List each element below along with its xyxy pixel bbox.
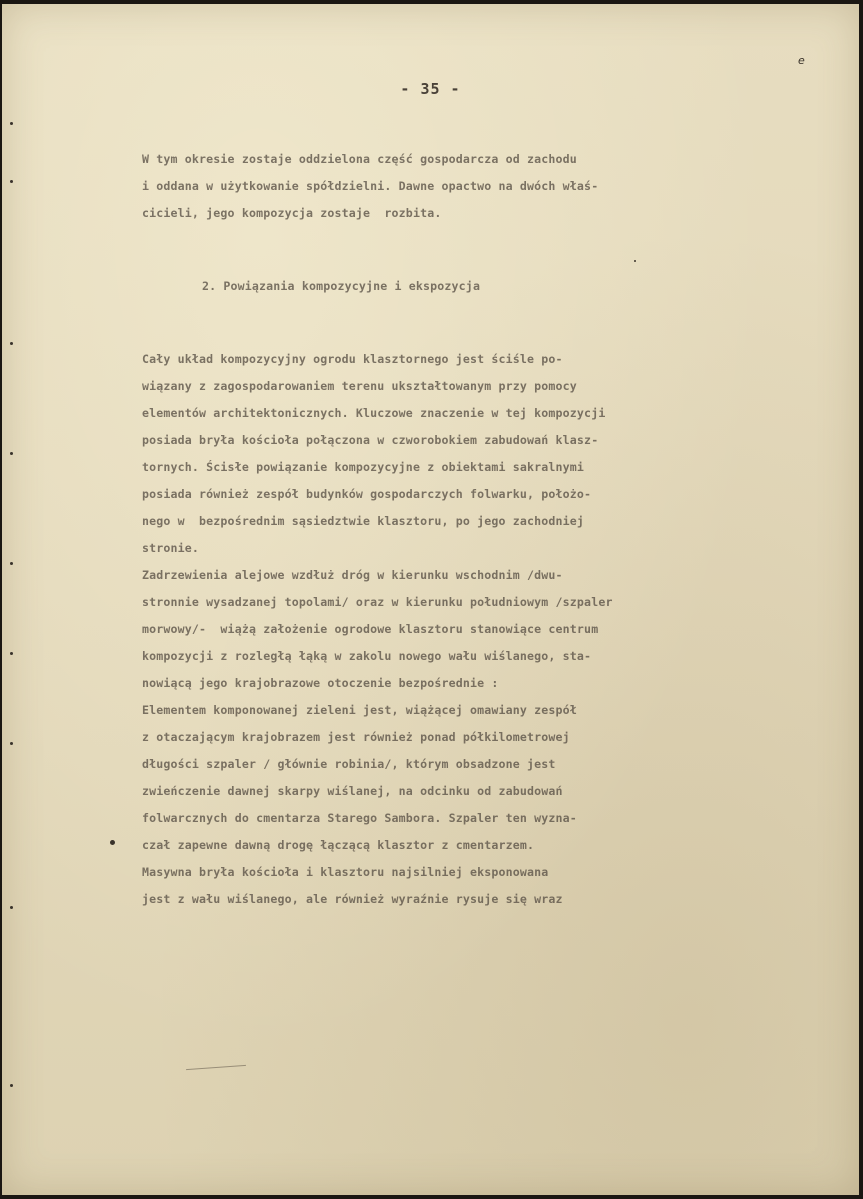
margin-dot [10, 122, 13, 125]
paragraph-3 [142, 562, 847, 697]
paragraph-1 [142, 146, 847, 227]
text-line: i oddana w użytkowanie spółdzielni. Dawne opactwo na dwóch właś- [142, 179, 599, 193]
text-line: morwowy/- wiążą założenie ogrodowe klasztoru stanowiące centrum [142, 622, 599, 636]
margin-dot [110, 840, 115, 845]
text-line: folwarcznych do cmentarza Starego Sambora. Szpaler ten wyzna- [142, 811, 577, 825]
margin-dot [10, 562, 13, 565]
text-line: posiada również zespół budynków gospodarczych folwarku, położo- [142, 487, 592, 501]
text-line: jest z wału wiślanego, ale również wyraźnie rysuje się wraz [142, 892, 563, 906]
text-line: tornych. Ścisłe powiązanie kompozycyjne z obiektami sakralnymi [142, 460, 585, 474]
text-line: cicieli, jego kompozycja zostaje rozbita. [142, 206, 442, 220]
text-line: z otaczającym krajobrazem jest również ponad półkilometrowej [142, 730, 570, 744]
text-line: elementów architektonicznych. Kluczowe znaczenie w tej kompozycji [142, 406, 606, 420]
text-line: zwieńczenie dawnej skarpy wiślanej, na odcinku od zabudowań [142, 784, 563, 798]
margin-dot [10, 342, 13, 345]
text-line: Elementem komponowanej zieleni jest, wiążącej omawiany zespół [142, 703, 577, 717]
page-number: - 35 - [400, 80, 461, 98]
margin-dot [10, 652, 13, 655]
text-line: kompozycji z rozległą łąką w zakolu nowego wału wiślanego, sta- [142, 649, 592, 663]
corner-mark: e [798, 54, 805, 67]
text-line: nego w bezpośrednim sąsiedztwie klasztoru, po jego zachodniej [142, 514, 585, 528]
margin-dot [10, 906, 13, 909]
text-line: wiązany z zagospodarowaniem terenu ukształtowanym przy pomocy [142, 379, 577, 393]
paragraph-5 [142, 859, 847, 913]
margin-dot [10, 1084, 13, 1087]
text-line: stronie. [142, 541, 200, 555]
document-body [142, 146, 847, 913]
margin-dot [10, 180, 13, 183]
section-heading: 2. Powiązania kompozycyjne i ekspozycja [202, 279, 481, 293]
pen-stroke [186, 1065, 246, 1070]
text-line: W tym okresie zostaje oddzielona część gospodarcza od zachodu [142, 152, 577, 166]
text-line: nowiącą jego krajobrazowe otoczenie bezpośrednie : [142, 676, 499, 690]
text-line: posiada bryła kościoła połączona w czworobokiem zabudowań klasz- [142, 433, 599, 447]
margin-dot [634, 260, 636, 262]
paragraph-4 [142, 697, 847, 859]
text-line: czał zapewne dawną drogę łączącą klasztor z cmentarzem. [142, 838, 535, 852]
paragraph-2 [142, 346, 847, 562]
text-line: długości szpaler / głównie robinia/, którym obsadzone jest [142, 757, 556, 771]
margin-dot [10, 452, 13, 455]
document-page [2, 4, 859, 1195]
text-line: Zadrzewienia alejowe wzdłuż dróg w kierunku wschodnim /dwu- [142, 568, 563, 582]
margin-dot [10, 742, 13, 745]
text-line: Cały układ kompozycyjny ogrodu klasztornego jest ściśle po- [142, 352, 563, 366]
text-line: stronnie wysadzanej topolami/ oraz w kierunku południowym /szpaler [142, 595, 613, 609]
text-line: Masywna bryła kościoła i klasztoru najsilniej eksponowana [142, 865, 549, 879]
